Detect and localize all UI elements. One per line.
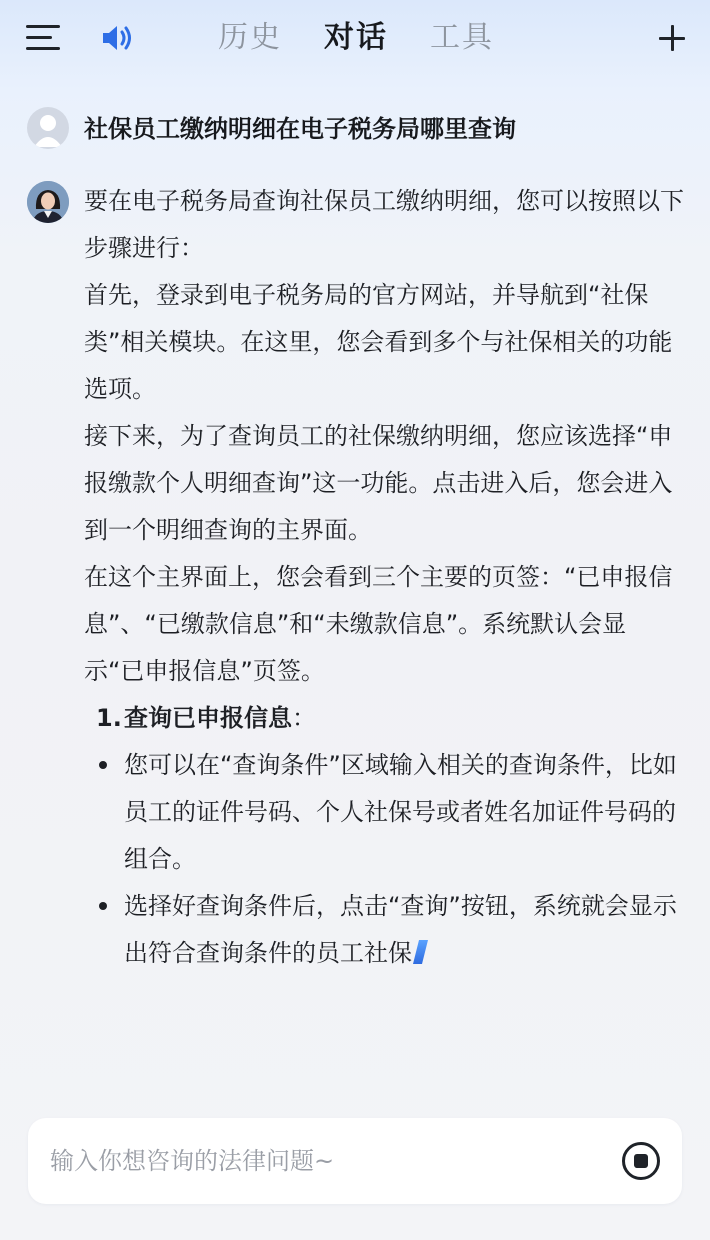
bullet-item — [84, 883, 684, 977]
bullet-text: 您可以在“查询条件”区域输入相关的查询条件，比如员工的证件号码、个人社保号或者姓名加证件号码的组合。 — [124, 751, 677, 873]
list-number: 1. — [96, 704, 122, 732]
stop-icon — [634, 1154, 648, 1168]
bullet-dot — [99, 761, 107, 769]
tab-history[interactable]: 历史 — [218, 20, 282, 55]
stop-generation-button[interactable] — [622, 1142, 660, 1180]
typing-cursor-icon — [413, 940, 428, 964]
assistant-answer — [84, 178, 684, 977]
ordered-list-item — [84, 695, 684, 742]
plus-icon[interactable] — [656, 22, 688, 54]
answer-paragraph: 在这个主界面上，您会看到三个主要的页签：“已申报信息”、“已缴款信息”和“未缴款信息”。系统默认会显示“已申报信息”页签。 — [84, 563, 673, 685]
bullet-item — [84, 742, 684, 883]
menu-icon[interactable] — [26, 22, 62, 54]
tab-tools[interactable]: 工具 — [430, 20, 494, 55]
bullet-dot — [99, 902, 107, 910]
list-item-title: 查询已申报信息 — [124, 704, 292, 732]
chat-input-bar — [28, 1118, 682, 1204]
top-bar — [0, 0, 710, 76]
bullet-text: 选择好查询条件后，点击“查询”按钮，系统就会显示出符合查询条件的员工社保 — [124, 892, 677, 967]
user-avatar — [27, 107, 69, 149]
answer-paragraph: 首先，登录到电子税务局的官方网站，并导航到“社保类”相关模块。在这里，您会看到多个与社保相关的功能选项。 — [84, 281, 673, 403]
speaker-icon[interactable] — [100, 22, 136, 54]
answer-paragraph: 要在电子税务局查询社保员工缴纳明细，您可以按照以下步骤进行： — [84, 187, 684, 262]
answer-paragraph: 接下来，为了查询员工的社保缴纳明细，您应该选择“申报缴款个人明细查询”这一功能。点击进入后，您会进入到一个明细查询的主界面。 — [84, 422, 673, 544]
user-question: 社保员工缴纳明细在电子税务局哪里查询 — [84, 115, 516, 143]
question-input[interactable] — [50, 1139, 590, 1183]
tab-chat[interactable]: 对话 — [324, 20, 388, 55]
assistant-avatar — [27, 181, 69, 223]
list-item-suffix: ： — [292, 704, 316, 732]
